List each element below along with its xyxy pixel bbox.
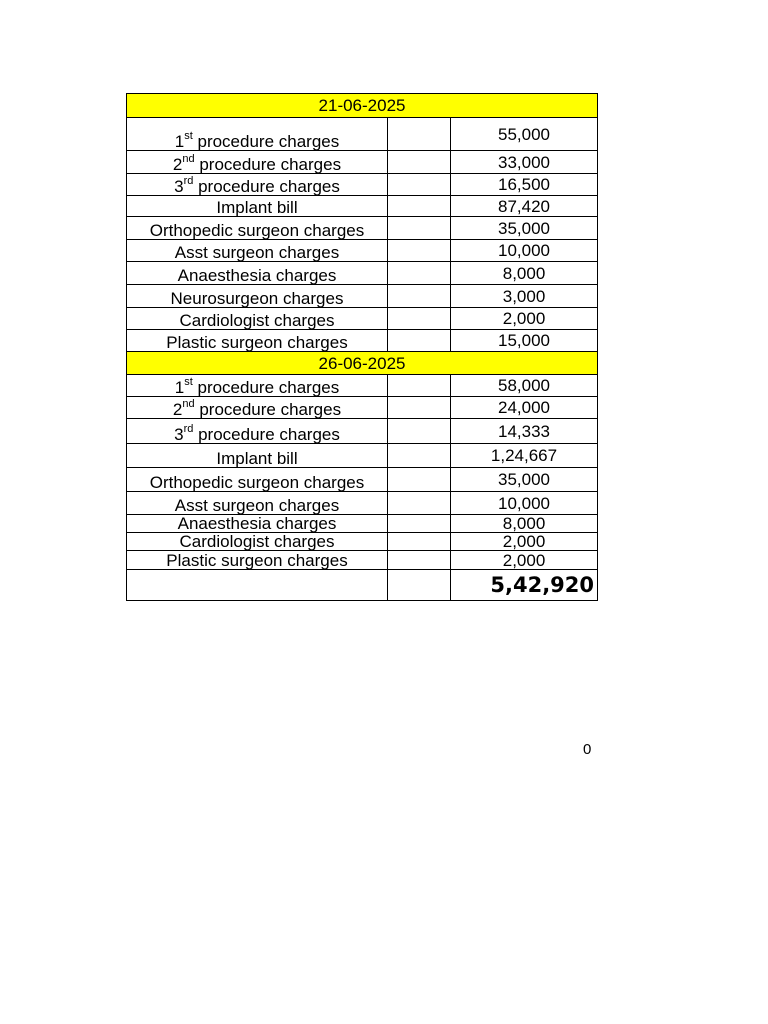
charge-amount: 58,000 [451,375,598,397]
charge-label: procedure charges [192,378,340,397]
charge-row [127,375,598,397]
charge-row [127,330,598,352]
charge-description: Anaesthesia charges [127,262,388,285]
charge-amount: 87,420 [451,196,598,217]
charge-description: Plastic surgeon charges [127,330,388,352]
blank-cell [388,444,451,468]
blank-cell [388,240,451,262]
date-cell: 21-06-2025 [127,94,598,118]
charge-amount: 3,000 [451,285,598,308]
charge-row [127,551,598,570]
charge-row [127,262,598,285]
charge-label: procedure charges [192,132,340,151]
total-row [127,570,598,601]
charge-description [127,151,388,174]
charge-amount: 24,000 [451,397,598,419]
ordinal-number: 2 [172,155,183,174]
charge-description: Orthopedic surgeon charges [127,468,388,492]
charge-row [127,397,598,419]
charge-row [127,174,598,196]
ordinal-suffix: nd [182,153,195,166]
charge-amount: 1,24,667 [451,444,598,468]
charge-amount: 2,000 [451,533,598,551]
ordinal-suffix: rd [183,423,194,436]
charge-row [127,308,598,330]
ordinal-number: 3 [174,425,184,444]
charges-table [126,93,598,601]
charge-amount: 2,000 [451,551,598,570]
charge-amount: 15,000 [451,330,598,352]
ordinal-suffix: st [184,376,193,389]
charge-amount: 55,000 [451,118,598,151]
grand-total: 5,42,920 [451,570,598,601]
blank-cell [388,492,451,515]
charge-amount: 10,000 [451,240,598,262]
blank-cell [388,151,451,174]
ordinal-number: 1 [174,132,185,151]
charge-row [127,196,598,217]
blank-cell [388,419,451,444]
charge-amount: 8,000 [451,515,598,533]
blank-cell [388,551,451,570]
page-number: 0 [583,741,592,758]
charge-amount: 33,000 [451,151,598,174]
charge-row [127,151,598,174]
charge-label: procedure charges [193,177,340,196]
charge-description: Cardiologist charges [127,533,388,551]
charge-row [127,240,598,262]
charge-description [127,419,388,444]
charge-description: Asst surgeon charges [127,240,388,262]
charge-description [127,397,388,419]
charge-description [127,174,388,196]
charge-description [127,375,388,397]
blank-cell [388,217,451,240]
ordinal-number: 2 [172,400,183,419]
ordinal-number: 3 [174,177,184,196]
ordinal-suffix: nd [182,398,195,411]
charge-description: Implant bill [127,444,388,468]
blank-cell [127,570,388,601]
blank-cell [388,330,451,352]
charge-label: procedure charges [193,425,340,444]
charge-row [127,492,598,515]
charge-row [127,444,598,468]
charge-description: Asst surgeon charges [127,492,388,515]
charge-row [127,285,598,308]
blank-cell [388,570,451,601]
charge-row [127,468,598,492]
charge-row [127,515,598,533]
charge-row [127,217,598,240]
blank-cell [388,308,451,330]
blank-cell [388,174,451,196]
charge-amount: 35,000 [451,468,598,492]
blank-cell [388,533,451,551]
blank-cell [388,375,451,397]
ordinal-number: 1 [174,378,185,397]
blank-cell [388,196,451,217]
charge-description: Plastic surgeon charges [127,551,388,570]
charge-amount: 14,333 [451,419,598,444]
charge-amount: 35,000 [451,217,598,240]
charge-description: Implant bill [127,196,388,217]
charge-label: procedure charges [194,400,342,419]
charge-description: Orthopedic surgeon charges [127,217,388,240]
charge-description [127,118,388,151]
blank-cell [388,397,451,419]
blank-cell [388,515,451,533]
blank-cell [388,118,451,151]
charge-row [127,419,598,444]
blank-cell [388,262,451,285]
charge-amount: 16,500 [451,174,598,196]
charge-amount: 8,000 [451,262,598,285]
ordinal-suffix: st [184,130,193,143]
charge-row [127,118,598,151]
charge-label: procedure charges [194,155,342,174]
charge-amount: 2,000 [451,308,598,330]
charge-description: Anaesthesia charges [127,515,388,533]
date-cell: 26-06-2025 [127,352,598,375]
charge-description: Neurosurgeon charges [127,285,388,308]
ordinal-suffix: rd [183,175,194,188]
blank-cell [388,468,451,492]
charge-row [127,533,598,551]
charge-amount: 10,000 [451,492,598,515]
charge-description: Cardiologist charges [127,308,388,330]
date-row [127,94,598,118]
date-row [127,352,598,375]
blank-cell [388,285,451,308]
